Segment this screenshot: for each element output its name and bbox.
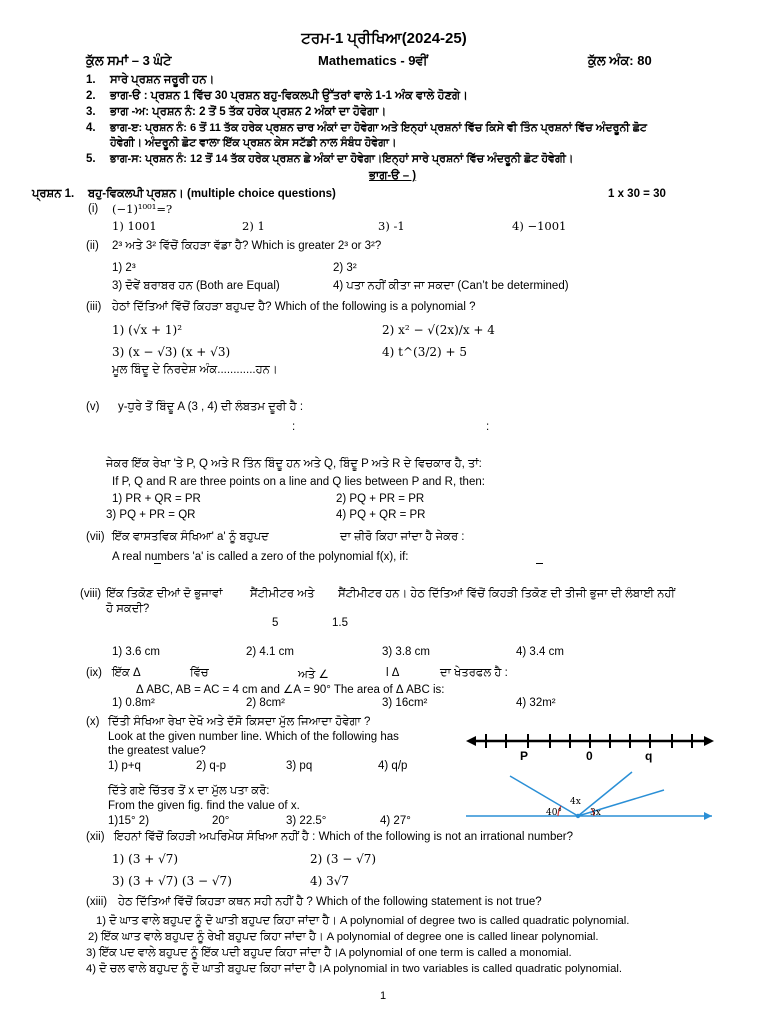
- q-num: (iii): [86, 301, 102, 313]
- option: 3) (x − √3) (x + √3): [112, 345, 231, 359]
- instruction-text-cont: ਹੋਵੇਗੀ। ਅੰਦਰੂਨੀ ਛੋਟ ਵਾਲਾ ਇੱਕ ਪ੍ਰਸ਼ਨ ਕੇਸ ਸਟੱਡੀ ਨਾਲ ਸੰਬੰਧ ਹੋਵੇਗਾ।: [110, 137, 397, 149]
- option: 3) 3.8 cm: [382, 646, 430, 658]
- option: 4) ਦੋ ਚਲ ਵਾਲੇ ਬਹੁਪਦ ਨੂੰ ਦੋ ਘਾਤੀ ਬਹੁਪਦ ਕਿਹਾ ਜਾਂਦਾ ਹੈ।A polynomial in two variables is called quadratic polynomial.: [86, 963, 623, 975]
- q-text: ਦਿੱਤੇ ਗਏ ਚਿੱਤਰ ਤੋਂ x ਦਾ ਮੁੱਲ ਪਤਾ ਕਰੋ:: [108, 785, 270, 797]
- option: 4) PQ + QR = PR: [336, 509, 426, 521]
- option: 1) 1001: [112, 219, 157, 233]
- q-text: (−1)¹⁰⁰¹=?: [112, 202, 173, 216]
- option: 1) (3 + √7): [112, 852, 179, 866]
- q-num: (x): [86, 716, 100, 728]
- option: 1)15° 2): [108, 815, 150, 827]
- option: 4) −1001: [512, 219, 567, 233]
- option: 2) PQ + PR = PR: [336, 493, 425, 505]
- q1-label: ਪ੍ਰਸ਼ਨ 1.: [32, 188, 75, 200]
- option: 2) (3 − √7): [310, 852, 377, 866]
- option: 3) 22.5°: [286, 815, 327, 827]
- q-text: ਜੇਕਰ ਇੱਕ ਰੇਖਾ 'ਤੇ P, Q ਅਤੇ R ਤਿੰਨ ਬਿੰਦੂ ਹਨ ਅਤੇ Q, ਬਿੰਦੂ P ਅਤੇ R ਦੇ ਵਿਚਕਾਰ ਹੈ, ਤਾਂ:: [106, 458, 482, 470]
- option: 1) 2³: [112, 262, 136, 274]
- instruction-num: 5.: [86, 153, 96, 165]
- option: 1) ਦੋ ਘਾਤ ਵਾਲੇ ਬਹੁਪਦ ਨੂੰ ਦੋ ਘਾਤੀ ਬਹੁਪਦ ਕਿਹਾ ਜਾਂਦਾ ਹੈ। A polynomial of degree two is called quadratic polynomial.: [96, 915, 630, 927]
- q-text: ਇੱਕ ਵਾਸਤਵਿਕ ਸੰਖਿਆ' a' ਨੂੰ ਬਹੁਪਦ: [112, 531, 269, 543]
- q-text: ਹੇਠਾਂ ਦਿੱਤਿਆਂ ਵਿੱਚੋਂ ਕਿਹੜਾ ਬਹੁਪਦ ਹੈ? Which of the following is a polynomial ?: [112, 301, 476, 313]
- q-text: ਸੈਂਟੀਮੀਟਰ ਅਤੇ: [250, 588, 315, 600]
- option: 2) 4.1 cm: [246, 646, 294, 658]
- q-text: l Δ: [386, 667, 400, 679]
- instruction-num: 2.: [86, 90, 96, 102]
- exam-title: ਟਰਮ-1 ਪ੍ਰੀਖਿਆ(2024-25): [301, 30, 467, 47]
- option: 3) PQ + PR = QR: [106, 509, 196, 521]
- q-text: ਸੈਂਟੀਮੀਟਰ ਹਨ। ਹੇਠ ਦਿੱਤਿਆਂ ਵਿੱਚੋਂ ਕਿਹੜੀ ਤਿਕੋਣ ਦੀ ਤੀਜੀ ਭੁਜਾ ਦੀ ਲੰਬਾਈ ਨਹੀਂ: [338, 588, 675, 600]
- option: 4) ਪਤਾ ਨਹੀਂ ਕੀਤਾ ਜਾ ਸਕਦਾ (Can’t be determined): [333, 280, 569, 292]
- q-text: ਦਾ ਜ਼ੀਰੋ ਕਿਹਾ ਜਾਂਦਾ ਹੈ ਜੇਕਰ :: [340, 531, 465, 543]
- q-text: ਦਾ ਖੇਤਰਫਲ ਹੈ :: [440, 667, 508, 679]
- instruction-num: 3.: [86, 106, 96, 118]
- q-num: (xiii): [86, 896, 108, 908]
- option: 4) 3√7: [310, 874, 350, 888]
- option: 2) ਇੱਕ ਘਾਤ ਵਾਲੇ ਬਹੁਪਦ ਨੂੰ ਰੇਖੀ ਬਹੁਪਦ ਕਿਹਾ ਜਾਂਦਾ ਹੈ। A polynomial of degree one is called linear polynomial.: [88, 931, 599, 943]
- angle-label-4x: 4x: [570, 797, 581, 807]
- option: 3) (3 + √7) (3 − √7): [112, 874, 232, 888]
- option: 1) 3.6 cm: [112, 646, 160, 658]
- instruction-text: ਭਾਗ-ਸ: ਪ੍ਰਸ਼ਨ ਨੰ: 12 ਤੋਂ 14 ਤੱਕ ਹਰੇਕ ਪ੍ਰਸ਼ਨ ਛੇ ਅੰਕਾਂ ਦਾ ਹੋਵੇਗਾ।ਇਨ੍ਹਾਂ ਸਾਰੇ ਪ੍ਰਸ਼ਨਾਂ ਵਿੱਚ ਅੰਦਰੂਨੀ ਛੋਟ ਹੋਵੇਗੀ।: [110, 153, 574, 165]
- side-value: 1.5: [332, 617, 348, 629]
- blank-colon: :: [486, 421, 490, 433]
- option: 4) 27°: [380, 815, 411, 827]
- number-line-label-p: P: [520, 749, 529, 763]
- q-num: (ix): [86, 667, 102, 679]
- side-value: 5: [272, 617, 279, 629]
- option: 2) 3²: [333, 262, 357, 274]
- option: 4) 32m²: [516, 697, 556, 709]
- blank-colon: :: [292, 421, 296, 433]
- q-text: ਹੇਠ ਦਿੱਤਿਆਂ ਵਿੱਚੋਂ ਕਿਹੜਾ ਕਥਨ ਸਹੀ ਨਹੀਂ ਹੈ ? Which of the following statement is not true?: [118, 896, 542, 908]
- option: 3) ਇੱਕ ਪਦ ਵਾਲੇ ਬਹੁਪਦ ਨੂੰ ਇੱਕ ਪਦੀ ਬਹੁਪਦ ਕਿਹਾ ਜਾਂਦਾ ਹੈ।A polynomial of one term is called a monomial.: [86, 947, 572, 959]
- option: 1) PR + QR = PR: [112, 493, 201, 505]
- option: 1) p+q: [108, 760, 141, 772]
- total-marks: ਕੁੱਲ ਅੰਕ: 80: [588, 53, 652, 68]
- option: 3) pq: [286, 760, 313, 772]
- option: 2) 1: [242, 219, 265, 233]
- subject: Mathematics - 9ਵੀਂ: [318, 53, 428, 68]
- q-text: y-ਧੁਰੇ ਤੋਂ ਬਿੰਦੂ A (3 , 4) ਦੀ ਲੰਬਤਮ ਦੂਰੀ ਹੈ :: [118, 401, 304, 413]
- option: 4) 3.4 cm: [516, 646, 564, 658]
- instruction-text: ਭਾਗ-ੳ : ਪ੍ਰਸ਼ਨ 1 ਵਿੱਚ 30 ਪ੍ਰਸ਼ਨ ਬਹੁ-ਵਿਕਲਪੀ ਉੱਤਰਾਂ ਵਾਲੇ 1-1 ਅੰਕ ਵਾਲੇ ਹੋਣਗੇ।: [110, 90, 468, 102]
- instruction-text: ਭਾਗ-ੲ: ਪ੍ਰਸ਼ਨ ਨੰ: 6 ਤੋਂ 11 ਤੱਕ ਹਰੇਕ ਪ੍ਰਸ਼ਨ ਚਾਰ ਅੰਕਾਂ ਦਾ ਹੋਵੇਗਾ ਅਤੇ ਇਨ੍ਹਾਂ ਪ੍ਰਸ਼ਨਾਂ ਵਿੱਚ ਕਿਸੇ ਵੀ ਤਿੰਨ ਪ੍ਰਸ਼ਨਾਂ ਵਿੱਚ ਅੰਦਰੂਨੀ ਛੋਟ: [110, 122, 647, 134]
- q-text: ਦਿੱਤੀ ਸੰਖਿਆ ਰੇਖਾ ਦੇਖੋ ਅਤੇ ਦੱਸੋ ਕਿਸਦਾ ਮੁੱਲ ਜਿਆਦਾ ਹੋਵੇਗਾ ?: [108, 716, 371, 728]
- blank-dash: [154, 563, 161, 564]
- q-num: (xii): [86, 831, 105, 843]
- instruction-num: 4.: [86, 122, 96, 134]
- q-text-en: A real numbers 'a' is called a zero of the polynomial f(x), if:: [112, 551, 409, 563]
- option: 2) q-p: [196, 760, 227, 772]
- number-line-label-zero: 0: [586, 749, 593, 763]
- q-text-en: From the given fig. find the value of x.: [108, 800, 300, 812]
- q-text-cont: ਹੋ ਸਕਦੀ?: [106, 603, 150, 615]
- instruction-text: ਭਾਗ -ਅ: ਪ੍ਰਸ਼ਨ ਨੰ: 2 ਤੋਂ 5 ਤੱਕ ਹਰੇਕ ਪ੍ਰਸ਼ਨ 2 ਅੰਕਾਂ ਦਾ ਹੋਵੇਗਾ।: [110, 106, 387, 118]
- option: 1) 0.8m²: [112, 697, 155, 709]
- option: 4) t^(3/2) + 5: [382, 345, 468, 359]
- q-num: (vii): [86, 531, 105, 543]
- angle-figure: [466, 768, 716, 828]
- angle-label-40: 40°: [546, 808, 562, 818]
- q-text: ਇੱਕ Δ: [112, 667, 141, 679]
- q-text: ਵਿੱਚ: [190, 667, 209, 679]
- option: 3) -1: [378, 219, 405, 233]
- option: 3) 16cm²: [382, 697, 428, 709]
- q-text-en: If P, Q and R are three points on a line and Q lies between P and R, then:: [112, 476, 485, 488]
- option: 1) (√x + 1)²: [112, 323, 183, 337]
- number-line-label-q: q: [645, 749, 653, 763]
- instruction-num: 1.: [86, 74, 96, 86]
- q-num: (viii): [80, 588, 102, 600]
- q-num: (v): [86, 401, 100, 413]
- option: 4) q/p: [378, 760, 408, 772]
- section-heading: ਭਾਗ-ੳ – ): [369, 170, 417, 182]
- q1-title: ਬਹੁ-ਵਿਕਲਪੀ ਪ੍ਰਸ਼ਨ। (multiple choice questions): [88, 188, 336, 200]
- angle-label-3x: 3x: [590, 808, 601, 818]
- q-num: (i): [88, 203, 99, 215]
- q-text-en: the greatest value?: [108, 745, 206, 757]
- page-number: 1: [380, 990, 387, 1002]
- q-text-en: Look at the given number line. Which of the following has: [108, 731, 399, 743]
- q-num: (ii): [86, 240, 99, 252]
- q-text-en: Δ ABC, AB = AC = 4 cm and ∠A = 90° The area of Δ ABC is:: [136, 684, 445, 696]
- q-text: ਇਹਨਾਂ ਵਿੱਚੋਂ ਕਿਹੜੀ ਅਪਰਿਮੇਯ ਸੰਖਿਆ ਨਹੀਂ ਹੈ : Which of the following is not an irrational number?: [114, 831, 573, 843]
- instruction-text: ਸਾਰੇ ਪ੍ਰਸ਼ਨ ਜਰੂਰੀ ਹਨ।: [110, 74, 215, 86]
- q-text: ਅਤੇ ∠: [298, 669, 329, 681]
- q-text: ਇੱਕ ਤਿਕੋਣ ਦੀਆਂ ਦੋ ਭੁਜਾਵਾਂ: [106, 588, 223, 600]
- option: 2) x² − √(2x)/x + 4: [382, 323, 495, 337]
- blank-dash: [536, 563, 543, 564]
- q-text: 2³ ਅਤੇ 3² ਵਿੱਚੋਂ ਕਿਹੜਾ ਵੱਡਾ ਹੈ? Which is greater 2³ or 3²?: [112, 240, 382, 252]
- option: 3) ਦੋਵੇਂ ਬਰਾਬਰ ਹਨ (Both are Equal): [112, 280, 280, 292]
- option: 20°: [212, 815, 230, 827]
- q1-marks: 1 x 30 = 30: [608, 188, 666, 200]
- total-time: ਕੁੱਲ ਸਮਾਂ – 3 ਘੰਟੇ: [86, 53, 172, 68]
- q-text: ਮੂਲ ਬਿੰਦੂ ਦੇ ਨਿਰਦੇਸ਼ ਅੰਕ............ਹਨ।: [112, 364, 278, 376]
- option: 2) 8cm²: [246, 697, 285, 709]
